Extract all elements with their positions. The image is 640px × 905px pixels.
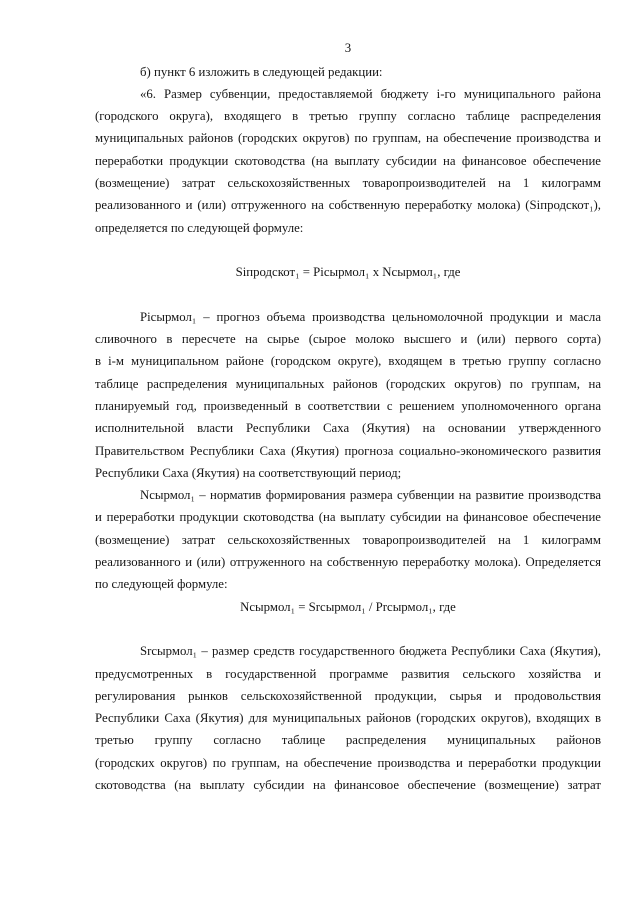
text-line: регулирования рынков сельскохозяйственной продукции, сырья и продовольствия — [95, 688, 601, 703]
text-line: Республики Саха (Якутия) на соответствующий период; — [95, 465, 402, 480]
text-line: «6. Размер субвенции, предоставляемой бюджету i-го муниципального района — [140, 86, 601, 101]
text-line: (возмещение) затрат сельскохозяйственных товаропроизводителей на 1 килограмм — [95, 532, 601, 547]
text-line: Правительством Республики Саха (Якутия) прогноза социально-экономического развития — [95, 443, 601, 458]
text-line: Piсырмол₁ – прогноз объема производства цельномолочной продукции и масла — [140, 309, 601, 324]
paragraph-definition-n — [95, 484, 601, 595]
text-line: (городских округов) по группам, на обеспечение производства и переработки продукции — [95, 755, 601, 770]
text-line: определяется по следующей формуле: — [95, 220, 304, 235]
text-line: таблице распределения муниципальных районов (городских округов) по группам, на — [95, 376, 601, 391]
text-line: и переработки продукции скотоводства (на выплату субсидии на финансовое обеспечение — [95, 510, 601, 525]
blank-line — [95, 618, 601, 640]
text-line: третью группу согласно таблице распределения муниципальных районов — [95, 733, 601, 748]
paragraph-clause-6 — [95, 83, 601, 239]
intro-line: б) пункт 6 изложить в следующей редакции: — [140, 64, 383, 79]
text-line: предусмотренных в государственной программе развития сельского хозяйства и — [95, 666, 601, 681]
text-line: реализованного и (или) отгруженного на собственную переработку молока) (Siпродскот₁), — [95, 198, 601, 213]
text-line: по следующей формуле: — [95, 577, 228, 592]
blank-line — [95, 283, 601, 305]
text-line: переработки продукции скотоводства (на выплату субсидии на финансовое обеспечение — [95, 153, 601, 168]
text-line: Республики Саха (Якутия) для муниципальных районов (городских округов), входящих в — [95, 711, 601, 726]
text-column — [95, 61, 601, 797]
paragraph-definition-pi — [95, 306, 601, 484]
text-line: исполнительной власти Республики Саха (Якутия) на основании утвержденного — [95, 421, 601, 436]
page-number: 3 — [344, 41, 352, 55]
text-line: сливочного в пересчете на сырье (сырое молоко высшего и (или) первого сорта) — [95, 332, 601, 347]
text-line: планируемый год, произведенный в соответствии с решением уполномоченного органа — [95, 398, 601, 413]
text-line: в i-м муниципальном районе (городском округе), входящем в третью группу согласно — [95, 354, 601, 369]
blank-line — [95, 239, 601, 261]
text-line: (городского округа), входящего в третью группу согласно таблице распределения — [95, 109, 601, 124]
formula-norm: Nсырмол₁ = Srсырмол₁ / Prсырмол₁, где — [240, 599, 456, 614]
text-line: (возмещение) затрат сельскохозяйственных товаропроизводителей на 1 килограмм — [95, 175, 601, 190]
text-line: Srсырмол₁ – размер средств государственного бюджета Республики Саха (Якутия), — [140, 644, 601, 659]
text-line: Nсырмол₁ – норматив формирования размера субвенции на развитие производства — [140, 488, 601, 503]
paragraph-definition-sr — [95, 640, 601, 796]
text-line: скотоводства (на выплату субсидии на финансовое обеспечение (возмещение) затрат — [95, 778, 601, 792]
text-line: реализованного и (или) отгруженного на собственную переработку молока). Определяется — [95, 555, 601, 570]
text-line: муниципальных районов (городских округов) по группам, на обеспечение производства и — [95, 131, 601, 146]
formula-subvention: Siпродскот₁ = Piсырмол₁ x Nсырмол₁, где — [235, 265, 461, 280]
